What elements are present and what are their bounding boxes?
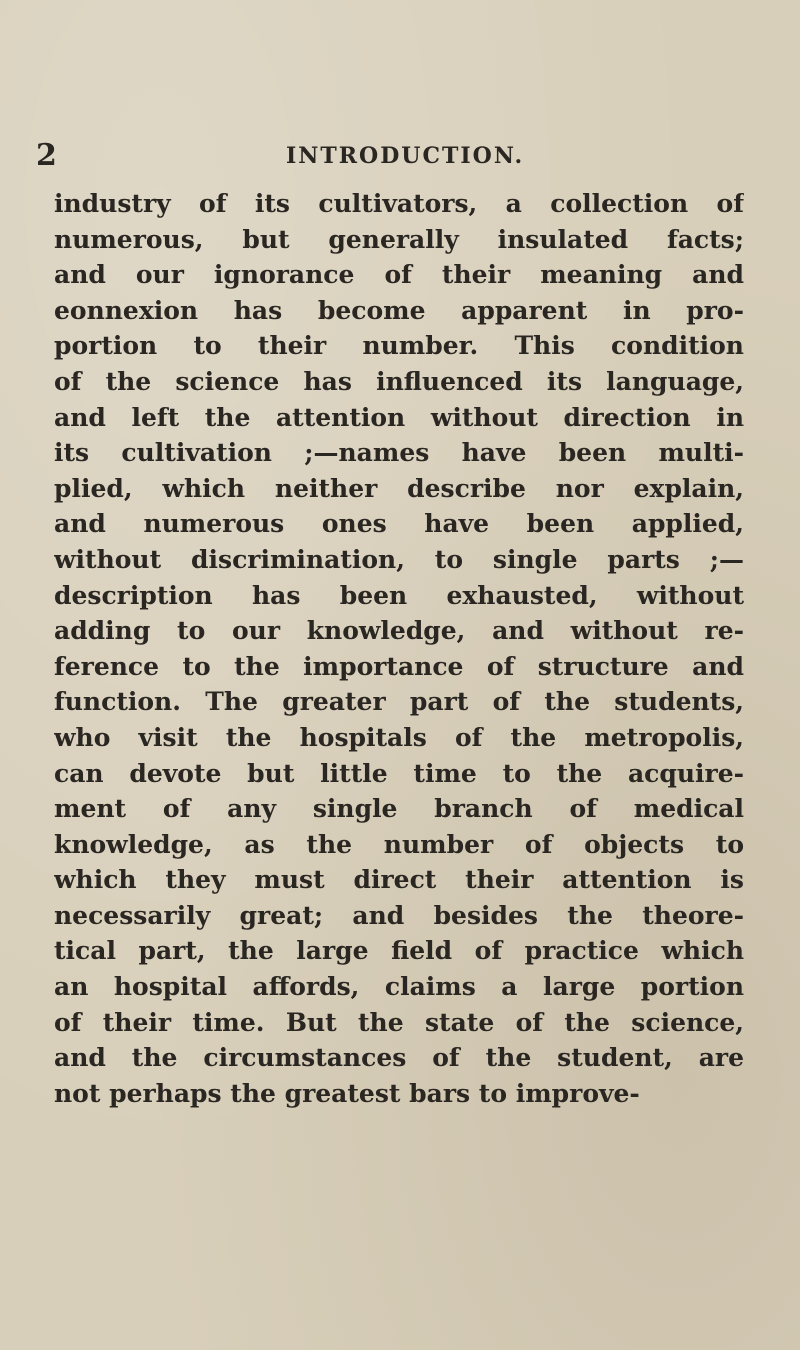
text-line: can devote but little time to the acquire- bbox=[54, 758, 744, 788]
text-line: tical part, the large field of practice which bbox=[54, 936, 744, 966]
page-header bbox=[36, 136, 736, 176]
text-line: plied, which neither describe nor explain, bbox=[54, 473, 744, 503]
text-line: without discrimination, to single parts ;— bbox=[54, 544, 744, 574]
text-line: not perhaps the greatest bars to improve- bbox=[54, 1078, 640, 1108]
text-line: and our ignorance of their meaning and bbox=[54, 260, 744, 290]
text-line: which they must direct their attention is bbox=[54, 865, 744, 895]
running-head: INTRODUCTION. bbox=[286, 143, 525, 169]
text-line: ference to the importance of structure and bbox=[54, 651, 744, 681]
text-line: of their time. But the state of the science, bbox=[54, 1007, 744, 1037]
text-line: and the circumstances of the student, are bbox=[54, 1043, 744, 1073]
text-line: who visit the hospitals of the metropolis, bbox=[54, 722, 744, 752]
text-line: industry of its cultivators, a collection of bbox=[54, 189, 744, 218]
text-line: its cultivation ;—names have been multi- bbox=[54, 438, 744, 468]
text-line: and left the attention without direction in bbox=[54, 402, 744, 432]
page-number: 2 bbox=[36, 138, 57, 173]
text-line: adding to our knowledge, and without re- bbox=[54, 616, 744, 646]
text-line: necessarily great; and besides the theore- bbox=[54, 900, 744, 930]
text-line: ment of any single branch of medical bbox=[54, 794, 744, 824]
text-line: knowledge, as the number of objects to bbox=[54, 829, 744, 859]
text-line: function. The greater part of the students, bbox=[54, 687, 744, 717]
text-line: description has been exhausted, without bbox=[54, 580, 744, 610]
text-line: of the science has influenced its language, bbox=[54, 366, 744, 396]
text-line: portion to their number. This condition bbox=[54, 331, 744, 361]
text-line: numerous, but generally insulated facts; bbox=[54, 224, 744, 254]
text-line: an hospital affords, claims a large portion bbox=[54, 972, 744, 1002]
text-line: eonnexion has become apparent in pro- bbox=[54, 295, 744, 325]
body-text bbox=[54, 186, 744, 1111]
text-line: and numerous ones have been applied, bbox=[54, 509, 744, 539]
